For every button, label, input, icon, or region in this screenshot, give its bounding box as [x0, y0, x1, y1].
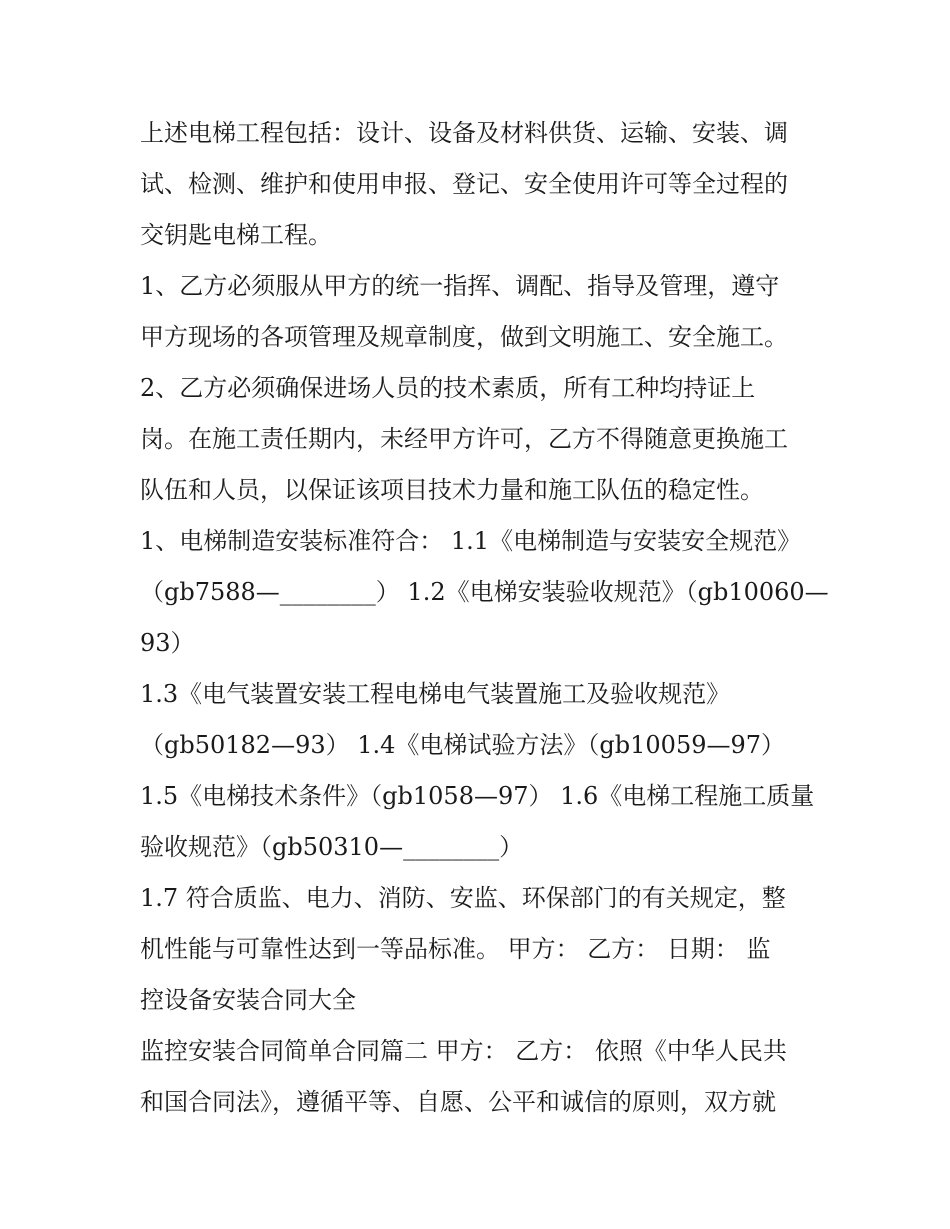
text-line: 1.5《电梯技术条件》（gb1058—97） 1.6《电梯工程施工质量: [140, 782, 815, 810]
text-line: 甲方现场的各项管理及规章制度，做到文明施工、安全施工。: [140, 323, 788, 351]
document-body: [140, 108, 829, 1128]
text-line: 1.7 符合质监、电力、消防、安监、环保部门的有关规定，整: [140, 884, 786, 912]
text-line: 试、检测、维护和使用申报、登记、安全使用许可等全过程的: [140, 170, 788, 198]
text-line: （gb50182—93） 1.4《电梯试验方法》（gb10059—97）: [140, 731, 786, 759]
text-line: 监控安装合同简单合同篇二 甲方： 乙方： 依照《中华人民共: [140, 1037, 787, 1065]
text-line: 验收规范》（gb50310—________）: [140, 833, 524, 861]
text-line: 2、乙方必须确保进场人员的技术素质，所有工种均持证上: [140, 374, 756, 402]
text-line: 上述电梯工程包括：设计、设备及材料供货、运输、安装、调: [140, 119, 788, 147]
text-line: 控设备安装合同大全: [140, 986, 356, 1014]
text-line: 机性能与可靠性达到一等品标准。 甲方： 乙方： 日期： 监: [140, 935, 771, 963]
text-line: 队伍和人员，以保证该项目技术力量和施工队伍的稳定性。: [140, 476, 764, 504]
text-line: 1.3《电气装置安装工程电梯电气装置施工及验收规范》: [140, 680, 731, 708]
text-line: 93）: [140, 629, 195, 657]
text-line: 交钥匙电梯工程。: [140, 221, 332, 249]
text-line: 1、乙方必须服从甲方的统一指挥、调配、指导及管理，遵守: [140, 272, 780, 300]
text-line: 岗。在施工责任期内，未经甲方许可，乙方不得随意更换施工: [140, 425, 788, 453]
text-line: 和国合同法》，遵循平等、自愿、公平和诚信的原则，双方就: [140, 1088, 776, 1116]
text-line: （gb7588—________） 1.2《电梯安装验收规范》（gb10060—: [140, 578, 829, 606]
text-line: 1、电梯制造安装标准符合： 1.1《电梯制造与安装安全规范》: [140, 527, 802, 555]
